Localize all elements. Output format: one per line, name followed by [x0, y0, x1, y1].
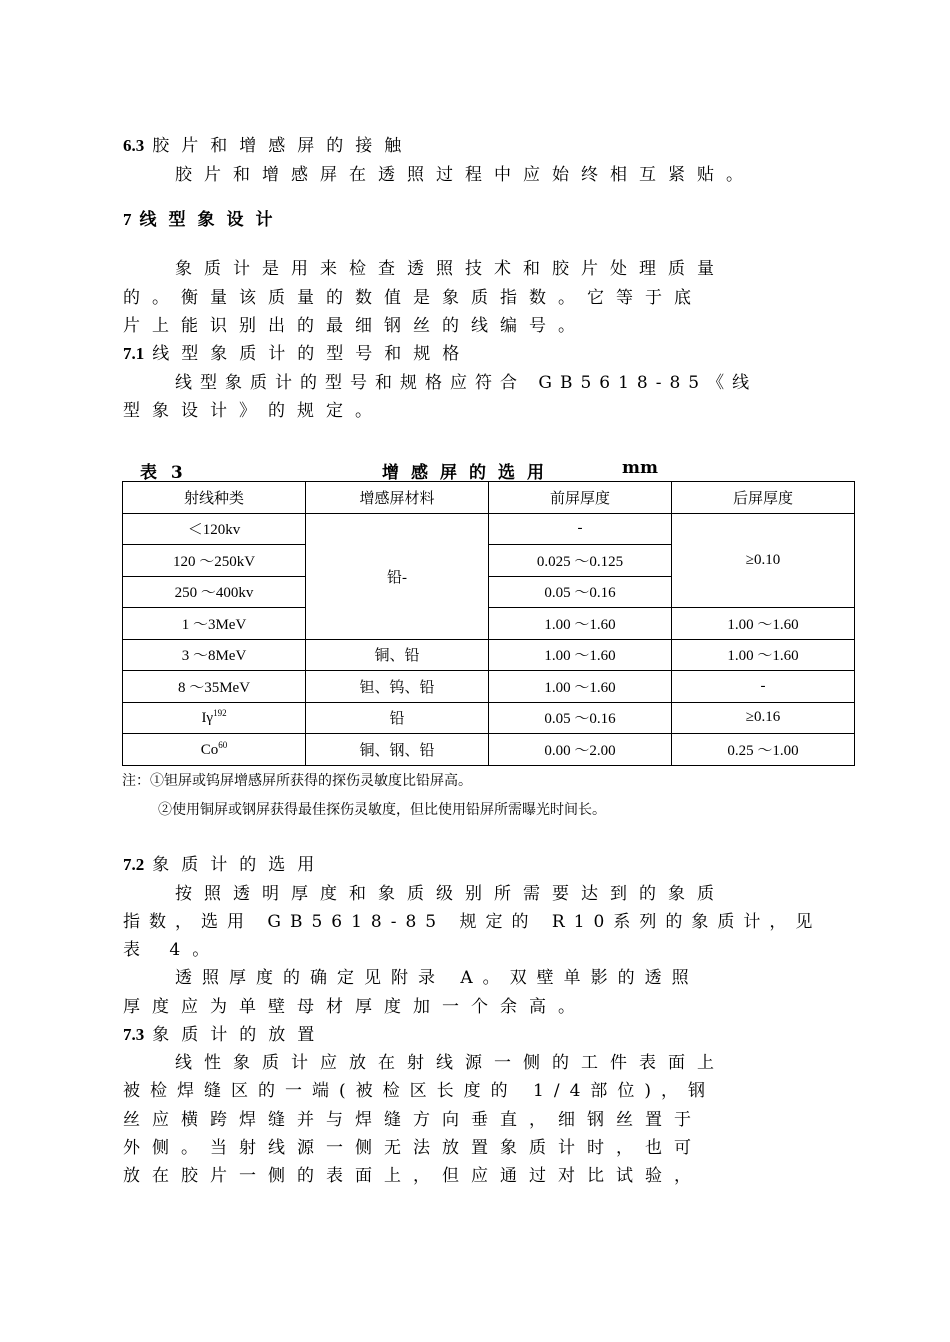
screen-selection-table: [122, 481, 855, 766]
para-7-1-line-1: 线型象质计的型号和规格应符合 GB5618-85《线: [175, 373, 758, 393]
cell-front: -: [489, 513, 672, 545]
header-screen-material: 增感屏材料: [306, 482, 489, 514]
table-note-1: 注：①钽屏或钨屏增感屏所获得的探伤灵敏度比铅屏高。: [122, 773, 472, 789]
header-back-thickness: 后屏厚度: [672, 482, 855, 514]
cell-front: 1.00 ～1.60: [489, 639, 672, 671]
table-row: [123, 734, 855, 766]
para-7-2-line-4: 透照厚度的确定见附录 A。双壁单影的透照: [175, 968, 699, 988]
table-title: 增感屏的选用: [382, 463, 556, 483]
cell-material: 钽、钨、铅: [306, 671, 489, 703]
heading-7-1: 7.1 线型象质计的型号和规格: [123, 344, 472, 364]
cell-ray: ＜120kv: [123, 513, 306, 545]
para-7-3-line-2: 被检焊缝区的一端(被检区长度的 1/4部位)，钢: [123, 1081, 716, 1101]
cell-front: 1.00 ～1.60: [489, 608, 672, 640]
cell-ray: 120 ～250kV: [123, 545, 306, 577]
cell-material-merged: 铅-: [306, 513, 489, 639]
heading-7-3: 7.3 象质计的放置: [123, 1025, 327, 1045]
para-7-line-2: 的。衡量该质量的数值是象质指数。它等于底: [123, 288, 703, 308]
para-7-3-line-5: 放在胶片一侧的表面上，但应通过对比试验，: [123, 1166, 703, 1186]
table-row: [123, 639, 855, 671]
para-7-2-line-3: 表 4。: [123, 940, 222, 960]
cell-material: 铜、铅: [306, 639, 489, 671]
heading-7-2: 7.2 象质计的选用: [123, 855, 327, 875]
para-7-3-line-4: 外侧。当射线源一侧无法放置象质计时，也可: [123, 1138, 703, 1158]
cell-back: ≥0.16: [672, 702, 855, 734]
para-7-2-line-5: 厚度应为单壁母材厚度加一个余高。: [123, 997, 587, 1017]
table-row: [123, 608, 855, 640]
para-7-1-line-2: 型象设计》的规定。: [123, 401, 384, 421]
para-7-line-1: 象质计是用来检查透照技术和胶片处理质量: [175, 259, 726, 279]
table-header-row: [123, 482, 855, 514]
cell-ray: $I\gamma^{192}$: [123, 702, 306, 734]
cell-back: 0.25 ～1.00: [672, 734, 855, 766]
cell-back: -: [672, 671, 855, 703]
table-unit: mm: [622, 458, 658, 478]
cell-front: 0.05 ～0.16: [489, 702, 672, 734]
table-row: [123, 671, 855, 703]
para-7-2-line-1: 按照透明厚度和象质级别所需要达到的象质: [175, 884, 726, 904]
cell-ray: 8 ～35MeV: [123, 671, 306, 703]
cell-back: 1.00 ～1.60: [672, 639, 855, 671]
heading-7: 7 线型象设计: [123, 210, 285, 230]
cell-ray: Co$^{60}$: [123, 734, 306, 766]
para-6-3: 胶片和增感屏在透照过程中应始终相互紧贴。: [175, 165, 755, 185]
table-note-2: ②使用铜屏或钢屏获得最佳探伤灵敏度，但比使用铅屏所需曝光时间长。: [158, 802, 606, 818]
cell-back-merged: ≥0.10: [672, 513, 855, 608]
cell-front: 1.00 ～1.60: [489, 671, 672, 703]
para-7-line-3: 片上能识别出的最细钢丝的线编号。: [123, 316, 587, 336]
para-7-3-line-3: 丝应横跨焊缝并与焊缝方向垂直，细钢丝置于: [123, 1110, 703, 1130]
table-row: [123, 702, 855, 734]
cell-ray: 250 ～400kv: [123, 576, 306, 608]
cell-front: 0.025 ～0.125: [489, 545, 672, 577]
header-front-thickness: 前屏厚度: [489, 482, 672, 514]
para-7-3-line-1: 线性象质计应放在射线源一侧的工件表面上: [175, 1053, 726, 1073]
cell-front: 0.00 ～2.00: [489, 734, 672, 766]
cell-back: 1.00 ～1.60: [672, 608, 855, 640]
table-label: 表 3: [140, 463, 187, 483]
cell-front: 0.05 ～0.16: [489, 576, 672, 608]
cell-ray: 3 ～8MeV: [123, 639, 306, 671]
cell-ray: 1 ～3MeV: [123, 608, 306, 640]
table-row: [123, 513, 855, 545]
cell-material: 铜、钢、铅: [306, 734, 489, 766]
heading-6-3: 6.3 胶片和增感屏的接触: [123, 136, 414, 156]
header-ray-type: 射线种类: [123, 482, 306, 514]
cell-material: 铅: [306, 702, 489, 734]
para-7-2-line-2: 指数，选用 GB5618-85 规定的 R10系列的象质计，见: [123, 912, 822, 932]
